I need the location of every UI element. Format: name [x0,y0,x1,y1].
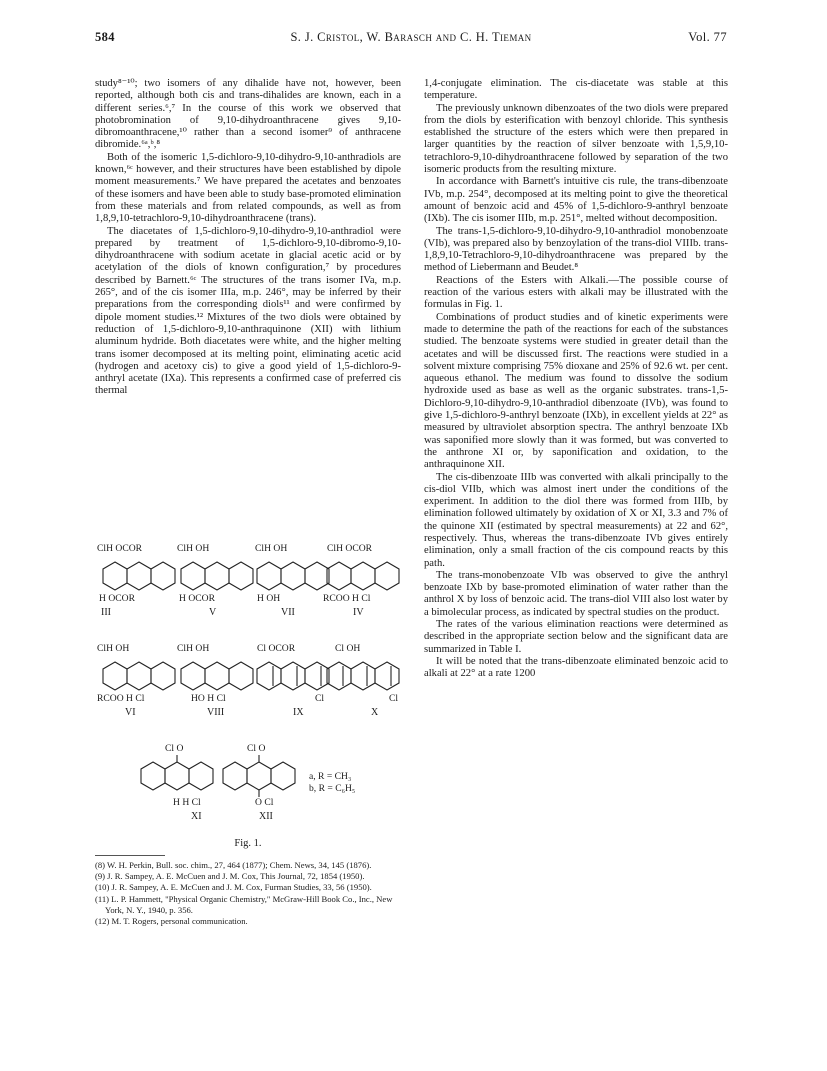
compound-numeral: VII [281,607,295,618]
r-definition-a: a, R = CH₃ [309,771,352,782]
paragraph: Combinations of product studies and of kinetic experiments were made to determine the path of the reactions for each of the substances studied. The benzoate systems were studied in greater detail than the acetates and will be discussed first. The reactions were studied in a solvent mixture comprising 75% dioxane and 25% of 92.6 wt. per cent. aqueous ethanol. The medium was found to dissolve the sodium hydroxide used as base as well as the organic substrates. trans-1,5-Dichloro-9,10-dihydro-9,10-anthradiol dibenzoate (IVb), was found to give 1,5-dichloro-9-anthryl benzoate (IXb), in excellent yields at 22° as measured by ultraviolet absorption spectra. The anthryl benzoate IXb was saponified more slowly than it was formed, but was converted to the anthrone XI or, by saponification and oxidation, to the anthraquinone XII. [424,311,728,471]
structure-XI [141,755,213,790]
structure-label: H OCOR [99,593,135,604]
structure-label: ClH OH [97,643,130,654]
compound-numeral: III [101,607,111,618]
figure-1 [95,541,401,841]
compound-numeral: IX [293,707,304,718]
compound-numeral: V [209,607,217,618]
page-number: 584 [95,30,115,44]
structure-label: Cl O [247,743,266,754]
compound-numeral: XI [191,811,202,822]
structure-label: ClH OH [177,643,210,654]
compound-numeral: VI [125,707,136,718]
footnote: (8) W. H. Perkin, Bull. soc. chim., 27, 464 (1877); Chem. News, 34, 145 (1876). [95,860,372,870]
structure-label: Cl [389,693,399,704]
structure-label: O Cl [255,797,274,808]
volume-label: Vol. 77 [688,30,727,44]
structure-label: ClH OH [255,543,288,554]
paragraph: It will be noted that the trans-dibenzoate eliminated benzoic acid to alkali at 22° at a rate 1200 [424,655,728,680]
footnote-divider [95,855,165,856]
structure-X [327,662,399,690]
structure-label: H H Cl [173,797,201,808]
running-authors: S. J. Cristol, W. Barasch and C. H. Tieman [290,30,532,44]
footnote: (12) M. T. Rogers, personal communication. [95,916,248,927]
paragraph: The diacetates of 1,5-dichloro-9,10-dihydro-9,10-anthradiol were prepared by treatment of 1,5-dichloro-9,10-dibromo-9,10-dihydroanthracene with sodium acetate in glacial acetic acid or by acetylation of the diols of known configuration,⁷ by procedures described by Barnett.⁶ᶜ The structures of the trans isomer IVa, m.p. 265°, and of the cis isomer IIIa, m.p. 246°, may be inferred by their preparations from the corresponding diols¹¹ and were confirmed by dipole moment studies.¹² Mixtures of the two diols were obtained by reduction of 1,5-dichloro-9,10-anthraquinone (XII) with lithium aluminum hydride. Both diacetates were white, and the higher melting trans isomer decomposed at its melting point, eliminating acetic acid (hydrogen and acetoxy cis) to give a good yield of 1,5-dichloro-9-anthryl acetate (IXa). This represents a confirmed case of preferred cis thermal [95,225,401,397]
compound-numeral: X [371,707,379,718]
paragraph: Both of the isomeric 1,5-dichloro-9,10-dihydro-9,10-anthradiols are known,⁶ᶜ however, and their structures have been established by dipole moment measurements.⁷ We have prepared the acetates and benzoates of these isomers and have been able to study base-promoted elimination from these materials and from related compounds, as well as from 1,8,9,10-tetrachloro-9,10-dihydroanthracene (trans). [95,151,401,225]
paragraph: 1,4-conjugate elimination. The cis-diacetate was stable at this temperature. [424,78,728,102]
structure-VII [257,562,329,590]
paragraph: In accordance with Barnett's intuitive cis rule, the trans-dibenzoate IVb, m.p. 254°, decomposed at its melting point to give the theoretical amount of benzoic acid and 45% of 1,5-dichloro-9-anthryl benzoate (IXb). The cis isomer IIIb, m.p. 251°, melted without decomposition. [424,176,728,225]
structure-IV [327,562,399,590]
structure-label: Cl O [165,743,184,754]
paragraph: The rates of the various elimination reactions were determined as described in the appropriate section below and the significant data are summarized in Table I. [424,619,728,655]
paragraph: study⁸⁻¹⁰; two isomers of any dihalide have not, however, been reported, although both cis and trans-dihalides are known, each in a different series.⁶,⁷ In the course of this work we observed that photobromination of 9,10-dihydroanthracene gives 9,10-dibromoanthracene,¹⁰ rather than a second isomer⁹ of anthracene dibromide.⁶ᵃ,ᵇ,⁸ [95,78,401,151]
footnote: (10) J. R. Sampey, A. E. McCuen and J. M. Cox, Furman Studies, 33, 56 (1950). [95,882,372,893]
structure-label: Cl OCOR [257,643,296,654]
structure-label: Cl [315,693,325,704]
structure-label: ClH OCOR [327,543,373,554]
structure-label: ClH OH [177,543,210,554]
structure-VIII [181,662,253,690]
structure-label: H OCOR [179,593,215,604]
structure-label: H OH [257,593,281,604]
structure-label: ClH OCOR [97,543,143,554]
paragraph: The cis-dibenzoate IIIb was converted with alkali principally to the cis-diol VIIb, which was almost inert under the conditions of the experiment. In addition to the diol there was formed from IIIb, by elimination followed ultimately by oxidation of X or XI, 3.3 and 7% of the quinone XII (estimated by spectral measurements) at 22 and 62°, respectively. Thus, whereas the trans-dibenzoate IVb gives entirely elimination, only a small fraction of the cis compound reacts by this path. [424,471,728,569]
r-definition-b: b, R = C₆H₅ [309,783,356,794]
structure-label: Cl OH [335,643,361,654]
figure-caption: Fig. 1. [234,838,262,849]
structure-III [103,562,175,590]
section-paragraph: Reactions of the Esters with Alkali.—The possible course of reaction of the various esters with alkali may be illustrated with the formulas in Fig. 1. [424,274,728,311]
paragraph: The previously unknown dibenzoates of the two diols were prepared from the diols by esterification with benzoyl chloride. This synthesis established the structure of the esters which were then prepared in larger quantities by the reaction of silver benzoate with 1,5,9,10-tetrachloro-9,10-dihydroanthracene followed by separation of the two isomeric products from the resulting mixture. [424,102,728,176]
structure-label: RCOO H Cl [323,593,371,604]
page-header [95,30,727,48]
structure-IX [257,662,329,690]
compound-numeral: XII [259,811,273,822]
structure-VI [103,662,175,690]
paragraph: The trans-monobenzoate VIb was observed to give the anthryl benzoate IXb by base-promoted elimination of water rather than the anthrol X by loss of benzoic acid. The trans-diol VIII also lost water by a bimolecular process, as indicated by spectral studies on the product. [424,569,728,618]
structure-V [181,562,253,590]
right-column [424,78,728,681]
compound-numeral: IV [353,607,364,618]
structure-drawings [95,541,401,841]
structure-label: HO H Cl [191,693,226,704]
structure-label: RCOO H Cl [97,693,145,704]
paragraph: The trans-1,5-dichloro-9,10-dihydro-9,10-anthradiol monobenzoate (VIb), was prepared also by benzoylation of the trans-diol VIIIb. trans-1,8,9,10-Tetrachloro-9,10-dihydroanthracene was prepared by the method of Liebermann and Beudet.⁸ [424,225,728,274]
footnote: (11) L. P. Hammett, "Physical Organic Chemistry," McGraw-Hill Book Co., Inc., New York, N. Y., 1940, p. 356. [95,893,393,915]
left-column [95,78,401,398]
structure-XII [223,755,295,797]
compound-numeral: VIII [207,707,225,718]
footnotes [95,860,401,927]
footnote: (9) J. R. Sampey, A. E. McCuen and J. M. Cox, This Journal, 72, 1854 (1950). [95,871,365,882]
